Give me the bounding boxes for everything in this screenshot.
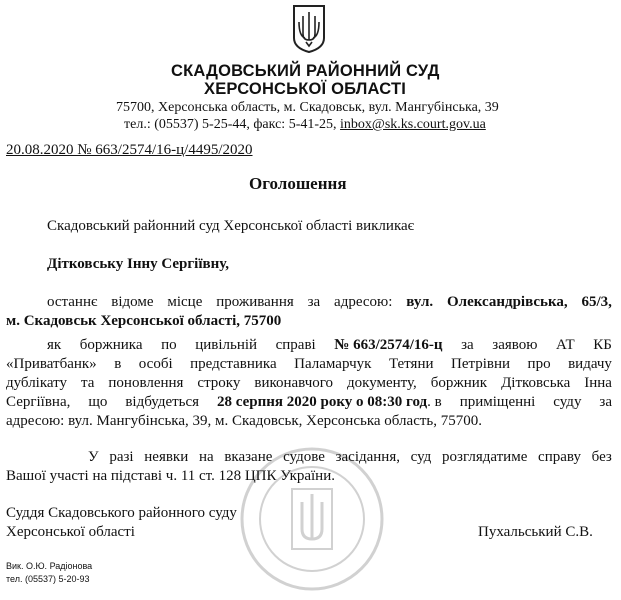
word: судове bbox=[283, 449, 325, 465]
word: особі bbox=[138, 356, 173, 372]
court-phone-fax: тел.: (05537) 5-25-44, факс: 5-41-25, bbox=[124, 117, 341, 132]
word: суд bbox=[410, 449, 432, 465]
document-title: Оголошення bbox=[249, 174, 347, 193]
para2-line-1 bbox=[47, 337, 612, 354]
para2-line-2 bbox=[6, 356, 612, 373]
judge-position-line-2: Херсонської області bbox=[6, 524, 135, 540]
word: «Приватбанк» bbox=[6, 356, 97, 372]
word: Петрівни bbox=[451, 356, 511, 372]
word: цивільній bbox=[195, 337, 258, 353]
word: справу bbox=[538, 449, 581, 465]
word: виконавчого bbox=[254, 375, 334, 391]
word: 65/3, bbox=[581, 294, 612, 310]
word: КБ bbox=[593, 337, 612, 353]
word: за bbox=[599, 394, 612, 410]
word: адресою: bbox=[334, 294, 393, 310]
word: строку bbox=[197, 375, 241, 391]
word: як bbox=[47, 337, 62, 353]
word: АТ bbox=[556, 337, 575, 353]
judge-position-line-1: Суддя Скадовського районного суду bbox=[6, 505, 237, 521]
document-reference: 20.08.2020 № 663/2574/16-ц/4495/2020 bbox=[6, 142, 253, 158]
word: Олександрівська, bbox=[446, 294, 568, 310]
para2-line-4 bbox=[6, 394, 612, 411]
word: вул. bbox=[406, 294, 434, 310]
para2-line-5: адресою: вул. Мангубінська, 39, м. Скадовськ, Херсонська область, 75700. bbox=[6, 413, 482, 429]
judge-name: Пухальський С.В. bbox=[478, 524, 593, 540]
para1-line-1 bbox=[47, 294, 612, 311]
word: Інна bbox=[584, 375, 612, 391]
case-number: № 663/2574/16-ц bbox=[334, 337, 443, 353]
word: по bbox=[161, 337, 177, 353]
word: за bbox=[307, 294, 321, 310]
word: засідання, bbox=[335, 449, 400, 465]
word: представника bbox=[190, 356, 277, 372]
court-name-line-1: СКАДОВСЬКИЙ РАЙОННИЙ СУД bbox=[171, 62, 440, 80]
word: У bbox=[88, 449, 99, 465]
word: документу, bbox=[346, 375, 417, 391]
word: на bbox=[198, 449, 214, 465]
word: місце bbox=[167, 294, 203, 310]
para1-line-2: м. Скадовськ Херсонської області, 75700 bbox=[6, 313, 282, 329]
word: за bbox=[461, 337, 474, 353]
word: боржник bbox=[430, 375, 488, 391]
word: справі bbox=[275, 337, 316, 353]
word: без bbox=[591, 449, 612, 465]
word: Паламарчук bbox=[294, 356, 372, 372]
word: . в bbox=[427, 394, 442, 410]
word: останнє bbox=[47, 294, 98, 310]
word: дублікату bbox=[6, 375, 68, 391]
court-email-link[interactable]: inbox@sk.ks.court.gov.ua bbox=[340, 117, 486, 132]
court-contacts bbox=[124, 117, 486, 133]
word: неявки bbox=[144, 449, 189, 465]
para3-line-2: Вашої участі на підставі ч. 11 ст. 128 ЦПК України. bbox=[6, 468, 335, 484]
word: приміщенні bbox=[459, 394, 536, 410]
intro-text: Скадовський районний суд Херсонської області викликає bbox=[47, 218, 415, 234]
word: вказане bbox=[224, 449, 273, 465]
word: разі bbox=[109, 449, 134, 465]
word: в bbox=[114, 356, 122, 372]
hearing-datetime: 28 серпня 2020 року о 08:30 год bbox=[217, 394, 428, 410]
word: проживання bbox=[216, 294, 294, 310]
word: відбудеться bbox=[125, 394, 200, 410]
word: що bbox=[88, 394, 108, 410]
para2-line-3 bbox=[6, 375, 612, 392]
word: розглядатиме bbox=[442, 449, 528, 465]
word: суду bbox=[553, 394, 582, 410]
executor-name: Вик. О.Ю. Радіонова bbox=[6, 561, 93, 571]
word: відоме bbox=[111, 294, 154, 310]
word: заявою bbox=[492, 337, 538, 353]
word: боржника bbox=[79, 337, 143, 353]
word: видачу bbox=[568, 356, 612, 372]
executor-phone: тел. (05537) 5-20-93 bbox=[6, 574, 90, 584]
coat-of-arms-icon bbox=[291, 4, 327, 54]
word: Тетяни bbox=[388, 356, 434, 372]
court-name-line-2: ХЕРСОНСЬКОЇ ОБЛАСТІ bbox=[204, 80, 407, 98]
word: та bbox=[81, 375, 95, 391]
word: Дітковська bbox=[501, 375, 571, 391]
word: Сергіївна, bbox=[6, 394, 71, 410]
addressee-name: Дітковську Інну Сергіївну, bbox=[47, 256, 230, 272]
word: про bbox=[527, 356, 551, 372]
word: поновлення bbox=[108, 375, 184, 391]
court-address: 75700, Херсонська область, м. Скадовськ, вул. Мангубінська, 39 bbox=[116, 100, 499, 115]
court-seal-stamp-icon bbox=[232, 444, 392, 594]
